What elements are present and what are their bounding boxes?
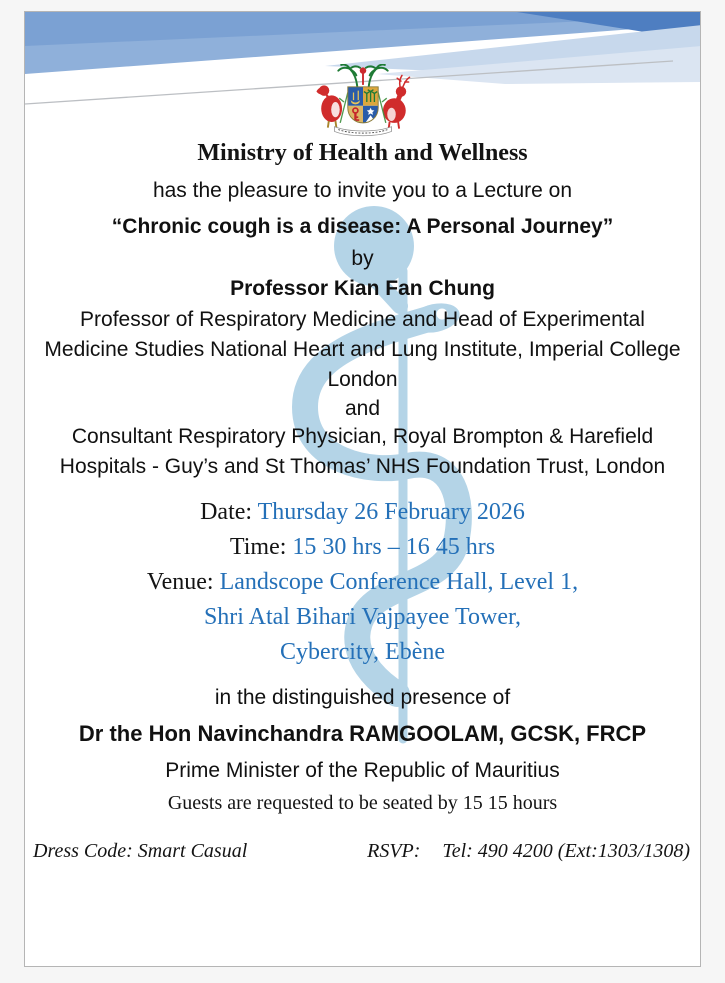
rsvp-label: RSVP: [367, 840, 421, 862]
rsvp-group [367, 840, 692, 863]
seating-note: Guests are requested to be seated by 15 15 hours [167, 792, 558, 814]
speaker-role-primary: Professor of Respiratory Medicine and Head of Experimental Medicine Studies National Heart and Lung Institute, Imperial College London [44, 308, 681, 391]
time-label: Time: [229, 534, 287, 560]
event-venue-line-3 [25, 635, 700, 670]
venue-line-1: Landscope Conference Hall, Level 1, [219, 569, 579, 595]
page-title: Ministry of Health and Wellness [197, 140, 528, 166]
speaker-role-secondary: Consultant Respiratory Physician, Royal Brompton & Harefield Hospitals - Guy’s and St Thomas’ NHS Foundation Trust, London [59, 425, 666, 478]
invitation-document [24, 11, 701, 967]
date-value: Thursday 26 February 2026 [257, 499, 525, 525]
guest-of-honour-name: Dr the Hon Navinchandra RAMGOOLAM, GCSK, FRCP [78, 721, 647, 746]
lecture-title: “Chronic cough is a disease: A Personal Journey” [111, 215, 614, 238]
guest-of-honour-title: Prime Minister of the Republic of Mauritius [165, 759, 560, 782]
speaker-name: Professor Kian Fan Chung [230, 277, 495, 300]
time-value: 15 30 hrs – 16 45 hrs [292, 534, 496, 560]
venue-label: Venue: [146, 569, 214, 595]
rsvp-value: Tel: 490 4200 (Ext:1303/1308) [442, 840, 690, 862]
event-venue-line-2 [25, 600, 700, 635]
event-date-line [25, 495, 700, 530]
venue-line-2: Shri Atal Bihari Vajpayee Tower, [203, 604, 522, 630]
date-label: Date: [200, 499, 253, 525]
by-label: by [351, 247, 374, 270]
event-time-line [25, 530, 700, 565]
presence-intro: in the distinguished presence of [214, 686, 511, 709]
conjunction-and: and [344, 397, 381, 420]
mauritius-coat-of-arms [306, 64, 420, 140]
dress-code: Dress Code: Smart Casual [33, 840, 248, 862]
footer-row [25, 840, 700, 863]
event-venue-line [25, 565, 700, 600]
venue-line-3: Cybercity, Ebène [279, 639, 446, 665]
invitation-intro: has the pleasure to invite you to a Lecture on [152, 179, 573, 202]
